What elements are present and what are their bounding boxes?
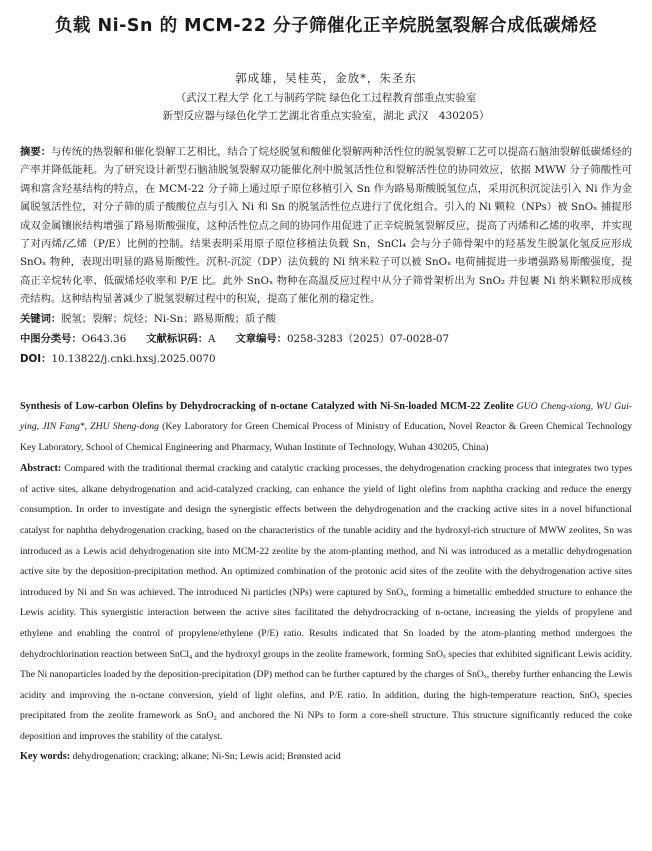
abstract-cn-text: 与传统的热裂解和催化裂解工艺相比，结合了烷烃脱氢和酸催化裂解两种活性位的脱氢裂解工艺可以提高石脑油裂解低碳烯烃的产率并降低能耗。为了研究设计新型石脑油脱氢裂解双功能催化剂中脱氢活性位和裂解活性位的协同效应，依据 MWW 分子筛酸性可调和富含羟基结构的特点，在 MCM-22 分子筛上通过原子原位移植引入 Sn 作为路易斯酸脱氢位点，采用沉积沉淀法引入 Ni 作为金属脱氢活性位，对分子筛的质子酸酸位点与引入 Ni 和 Sn 的脱氢活性位点进行了优化组合。引入的 Ni 颗粒（NPs）被 SnOₓ 捕捉形成双金属镶嵌结构增强了路易斯酸强度，这种活性位点之间的协同作用促进了正辛烷脱氢裂解反应，提高了丙烯和乙烯的收率，并实现了对丙烯/乙烯（P/E）比例的控制。结果表明采用原子原位移植法负载 Sn，SnCl₄ 会与分子筛骨架中的羟基发生脱氯化氢反应形成 SnOₓ 物种，表现出明显的路易斯酸性。沉积-沉淀（DP）法负载的 Ni 纳米粒子可以被 SnOₓ 电荷捕捉进一步增强路易斯酸强度，提高正辛烷转化率、低碳烯烃收率和 P/E 比。此外 SnOₓ 物种在高温反应过程中从分子筛骨架析出为 SnO₂ 并包裹 Ni 纳米颗粒形成核壳结构。这种结构显著减少了脱氢裂解过程中的积炭，提高了催化剂的稳定性。 [20,146,632,306]
doc-code-value: A [208,332,216,345]
keywords-en-text: dehydrogenation; cracking; alkane; Ni-Sn; Lewis acid; Brønsted acid [72,751,341,763]
classification-line [20,329,632,349]
abstract-en [20,459,632,747]
abstract-en-label: Abstract: [20,463,62,475]
affiliation-cn-line-2: 新型反应器与绿色化学工艺湖北省重点实验室，湖北 武汉 430205） [162,110,490,122]
keywords-cn-label: 关键词： [20,312,62,325]
affiliation-cn-line-1: （武汉工程大学 化工与制药学院 绿色化工过程教育部重点实验室 [175,92,477,104]
doi-line [20,349,632,369]
keywords-cn [20,309,632,329]
authors-cn: 郭成雄，吴桂英，金放*，朱圣东 [235,71,417,85]
keywords-cn-text: 脱氢；裂解；烷烃；Ni-Sn；路易斯酸；质子酸 [61,312,276,325]
abstract-cn-label: 摘要： [20,146,52,158]
doi-value[interactable]: 10.13822/j.cnki.hxsj.2025.0070 [51,352,216,365]
article-no-value: 0258-3283（2025）07-0028-07 [286,332,450,345]
affiliation-cn [20,89,632,125]
english-header [20,397,632,459]
english-authors: GUO Cheng-xiong, WU Gui-ying, JIN Fang*, ZHU Sheng-dong [20,400,632,433]
english-title: Synthesis of Low-carbon Olefins by Dehydrocracking of n-octane Catalyzed with Ni-Sn-loaded MCM-22 Zeolite [20,400,514,412]
keywords-en-label: Key words: [20,751,71,763]
keywords-en [20,747,632,767]
doc-code-label: 文献标识码： [146,332,209,345]
article-no-label: 文章编号： [235,332,287,345]
abstract-cn [20,143,632,309]
paper-title: 负载 Ni-Sn 的 MCM-22 分子筛催化正辛烷脱氢裂解合成低碳烯烃 [54,16,598,36]
clc-value: O643.36 [81,332,127,345]
clc-label: 中图分类号： [20,332,82,345]
english-affiliation: (Key Laboratory for Green Chemical Process of Ministry of Education, Novel Reactor & Green Chemical Technology Key Laboratory, School of Chemical Engineering and Pharmacy, Wuhan Institute of Technology, Wuhan 430205, China) [20,421,632,453]
abstract-en-text: Compared with the traditional thermal cracking and catalytic cracking processes, the dehydrogenation cracking process that integrates two types of active sites, alkane dehydrogenation and acid-catalyzed cracking, can enhance the yield of light olefins from naphtha cracking and reduce the energy consumption. In order to investigate and design the synergistic effects between the dehydrogenation and the cracking active sites in a novel bifunctional catalyst for naphtha dehydrogenation cracking, based on the characteristics of the tunable acidity and the hydroxyl-rich structure of MWW zeolites, Sn was introduced as a Lewis acid dehydrogenation site into MCM-22 zeolite by the atom-planting method, and Ni was introduced as a metallic dehydrogenation active site by the deposition-precipitation method. An optimized combination of the protonic acid sites of the zeolite with the dehydrogenation active sites introduced by Ni and Sn was achieved. The introduced Ni particles (NPs) were captured by SnOₓ, forming a bimetallic embedded structure to enhance the Lewis acidity. This synergistic interaction between the active sites facilitated the dehydrocracking of n-octane, increasing the yields of propylene and ethylene and enabling the control of propylene/ethylene (P/E) ratio. Results indicated that Sn loaded by the atom-planting method undergoes the dehydrochlorination reaction between SnCl₄ and the hydroxyl groups in the zeolite framework, forming SnOₓ species that exhibited significant Lewis acidity. The Ni nanoparticles loaded by the deposition-precipitation (DP) method can be further captured by the charges of SnOₓ, thereby further enhancing the Lewis acidity and improving the n-octane conversion, yield of light olefins, and P/E ratio. In addition, during the high-temperature reaction, SnOₓ species precipitated from the zeolite framework as SnO₂ and anchored the Ni NPs to form a core-shell structure. This structure significantly reduced the coke deposition and improves the stability of the catalyst. [20,463,633,742]
doi-label: DOI： [20,352,52,365]
